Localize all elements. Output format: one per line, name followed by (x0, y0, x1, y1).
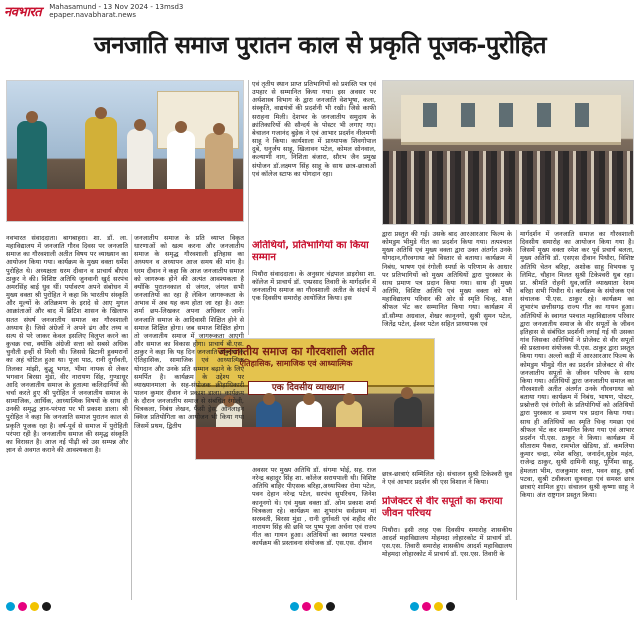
masthead (0, 0, 640, 22)
dot-black (326, 602, 335, 611)
subheading-honor: अतिथियों, प्रतिभागियों का किया सम्मान (252, 240, 369, 263)
photo-group-students (382, 80, 634, 225)
edition-meta (49, 3, 183, 19)
photo-lecturers-stage (6, 80, 244, 222)
dot-yellow (434, 602, 443, 611)
article-col1: नवभारत संवाददाता। बागबाहरा। शा. डॉ. ला. महाविद्यालय में जनजाति गौरव दिवस पर जनजाति समाज का गौरवशाली अतीत विषय पर व्याख्यान का आयोजन किया गया। कार्यक्रम के मुख्य वक्ता धर्मेश पुरोहित थे। अध्यक्षता धरम दीवान व प्राचार्य बीएस ठाकुर ने की। विशिष्ट अतिथि जुनवानी खुर्द सरपंच अमरसिंह बाई धुव थीं। पर्यावरण अपने संबोधन में मुख्य वक्ता श्री पुरोहित ने कहा कि भारतीय संस्कृति और मूल्यों के अतिक्रमण के इरादे से आए मुगल आक्रांताओं और बाद में ब्रिटिश शासन के खिलाफ सतत संघर्ष जनजातीय समाज का गौरवशाली अध्याय है। जिसे अंग्रेजों ने अपने ढंग और तथ्य व सत्य से परे जाकर केवल इसलिए विलुप्त करने का कुचक्र रचा, क्योंकि अंग्रेजी सत्ता को सबसे अधिक चुनौती इन्हीं से मिली थी। जिससे ब्रिटानी हुक्मरानों का अहं चोटिल हुआ था। पूजा पाठ, रानी दुर्गावती, तिलका मांझी, बुद्धू भगत, भीमा नायक से लेकर भगवान बिरसा मुंडा, वीर नारायण सिंह, गुण्डाधूर आदि जनजातीय समाज के हुतात्मा कलिदानियों की चर्चा करते हुए श्री पुरोहित ने जनजातीय समाज के सामाजिक, आर्थिक, आध्यात्मिक विषयों के साथ ही उनकी समृद्ध ज्ञान-परंपरा पर भी प्रकाश डाला। श्री पुरोहित ने कहा कि जनजाति समाज पुरातन काल से प्रकृति पूजक रहा है। वर्ष-पूर्व से समाज में पुरोहिती परंपरा रही है। जनजातीय समाज की समृद्ध संस्कृति का विरासत है। आज नई पीढ़ी को उस सम्पन्न और ज्ञान से अवगत कराने की आवश्यकता है। (6, 234, 128, 455)
headline: जनजाति समाज पुरातन काल से प्रकृति पूजक-पुरोहित (93, 31, 547, 59)
epaper-url[interactable]: epaper.navabharat.news (49, 11, 137, 19)
dot-yellow (30, 602, 39, 611)
subheading-projector: प्रोजेक्टर से वीर सपूतों का कराया जीवन परिचय (382, 496, 503, 519)
article-col4-bottom: छात्र-छात्राएं सम्मिलित रहे। संचालन सुश्री टिकेश्वरी धुव ने एवं आभार प्रदर्शन श्री एस विशाल ने किया। (382, 470, 512, 487)
banner-title: जनजातीय समाज का गौरवशाली अतीत ऐतिहासिक, सामाजिक एवं आध्यात्मिक (217, 345, 375, 368)
article-col5: मार्गदर्शन में जनजाति समाज का गौरवशाली दिवसीय समारोह का आयोजन किया गया है। जिसमें मुख्य वक्ता रमेश कर पूर्व प्रचार्य बलता, मुख्य अतिथि डॉ. एसएस दीवान पिथौरा, विशिष्ट अतिथि चेतन बरिहा, अशोक साहू विभयक पू लिमिट, चौहान मिलत सुश्री टिकेश्वरी धुब रहा। प्रा. श्रीमति रोहनी धुव,जांति व्याख्याता रेशम बरिहा सभी पिथौरा थे। कार्यक्रम के संयोजक एवं संचालक पी.एस. ठाकुर रहे। कार्यक्रम का शुभारंभ छत्तीसगढ़ राज्य गीत का गायन हुआ। अतिथियों के स्वागत पश्चात महाविद्यालय परिवार द्वारा जनजातीय समाज के वीर सपूतों के जीवन इतिहास से संबंधित प्रदर्शनी लगाई गई थी उसका गांव जिसका अतिथियों ने प्रोजेक्ट से वीर सपूतों की प्रस्तावना संयोजक पी.एस. ठाकुर द्वारा प्रस्तुत किया गया। अल्लो कड़ी में आरआरआर फिल्म के कोमडुम भीमुडे गीत का प्रदर्शन प्रोजेक्टर से वीर जनजातीय सपूतों के जीवन परिचय के साथ किया गया। अतिथियों द्वारा जनजातीय समाज का गौरवशाली अतीत अंतर्गत उनके गौरवगाथा को बताया गया। कार्यक्रम में निबंध, भाषण, पोस्टर, प्रश्नोत्तरी एवं रंगोली के प्रतियोगियों को अतिथियों द्वारा पुरस्कार व प्रमाण पत्र प्रदान किया गया। साथ ही अतिथियों का स्मृति चिन्ह गमछा एवं श्रीफल भेंट कर सम्मानित किया गया एवं आभार प्रदर्शन पी.एस. ठाकुर ने किया। कार्यक्रम में सीताराम पैकरा, रामभोल खेडिया, डॉ. कमलिया कुमार चन्द्रा, रमेश बरिहा, जनार्दन,सुदेव महंत, राजेन्द्र ठाकुर, सुश्री दामिनी साहू, पूर्णिमा साहू, हेमलता भीम, राजकुमार सत्ता, पवन साहू, हर्षा पटवा, सुश्री टवीकला सुत्रवाहा एवं समस्त छात्र छात्राएं शामिल हुए। संचालन सुश्री कृष्णा साहू ने किया। अंत राष्ट्रगान प्रस्तुत किया। (520, 230, 634, 499)
dot-cyan (6, 602, 15, 611)
dot-magenta (18, 602, 27, 611)
dot-cyan (410, 602, 419, 611)
dot-cyan (290, 602, 299, 611)
dot-black (42, 602, 51, 611)
registration-dots-left (6, 602, 51, 611)
article-col4-c: पिथौरा। इसी तरह एक दिवसीय समारोह शासकीय आदर्श महाविद्यालय मोहमदा लोहारकोट में प्राचार्य डॉ. एस.एस. तिवारी समारोह शासकीय आदर्श महाविद्यालय मोहमदा लोहारकोट में प्राचार्य डॉ. एस.एस. तिवारी के (382, 526, 512, 559)
article-col3-top: एवं तृतीय स्थान प्राप्त प्रतिभागियों को प्रशस्ति पत्र एवं उपहार से सम्मानित किया गया। इस अवसर पर अर्थशास्त्र विभाग के द्वारा जनजाति वेशभूषा, कला, संस्कृति, वाद्ययंत्रों की प्रदर्शनी भी रखी। जिसे काफी सराहना मिली। देशभर के जनजातीय समुदाय के क्रांतिकारियों की सौन्दर्य के पोस्टर भी लगाए गए। बेचालन गजानंद बुड़ेक ने एवं आभार प्रदर्शन नीलमणी साहू ने किया। कार्यशाला में प्राध्यापक शिवगोपाल दुबे, धनुर्जय साहू, खिलावन पटेल, कोमल सोनवाल, कल्याणी नाग, निशिता बंजारा, सौरभ जैन प्रमुख संयोजन डॉ.लक्ष्मण सिंह साहू के साथ छात्र-छात्राओं एवं कॉलेज स्टाफ का योगदान रहा। (252, 80, 376, 178)
dot-magenta (302, 602, 311, 611)
registration-dots-right (410, 602, 455, 611)
newspaper-logo: नवभारत (4, 5, 42, 20)
article-col2-bottom: अवसर पर मुख्य अतिथि डॉ. संगमा भोई, सह. राज नरेन्द्र बहादुर सिंह शा. कॉलेज सरायपाली थी। विशिष्ट अतिथि बाहिर पीएसक बरिहा,अध्यापिका रोमा पटेल, पवन देहान नरेन्द्र पटेल, सरपंच सुपरिचय, जिनेश कानूनगो थे। एवं मुख्य वक्ता डॉ. ओम प्रकाश शर्मा चित्रकला रहे। कार्यक्रम का शुभारंभ सर्वप्रथम मां सरस्वती, बिरसा मुंडा , रानी दुर्गावती एवं शहीद वीर नारायण सिंह की छवि पर पुष्प पूजा अर्चना एवं राज्य गीत का गायन हुआ। अतिथियों का स्वागत पश्चात कार्यक्रम की प्रस्तावना संयोजक डॉ. एस.एस. दीवान (252, 466, 376, 548)
article-col3-mid: पिथौरा संवाददाता। के अनुसार चंद्रपाल डाइरोसा शा. कॉलेज में प्राचार्य डॉ. एम्प्रसाद तिवारी के मार्गदर्शन में जनजातीय समाज का गौरवशाली अतीत के संदर्भ में एक दिवसीय समारोह आयोजित किया। इस (252, 270, 376, 303)
dot-black (446, 602, 455, 611)
banner-subtitle: एक दिवसीय व्याख्यान (248, 381, 368, 395)
dot-magenta (422, 602, 431, 611)
article-col2: जनजातीय समाज के प्रति व्याप्त विकृत धारणाओं को खत्म करना और जनजातीय समाज के समृद्ध गौरवशाली इतिहास का अध्ययन व अध्यापन आज समय की मांग है। धरम दीवान ने कहा कि आज जनजातीय समाज को जागरूक होने की अत्यंत आवश्यकता है क्योंकि पुरातनकाल से जंगल, जंगल सभी जनजातियों का रहा है लेकिन जागरूकता के अभाव में अब यह कम होता जा रहा है। अतः शर्मा छप-लिखकर अपना अधिकार जानें। जनजाति समाज के आदिवासी शिक्षित होने से समाज शिक्षित होगा। जब समाज शिक्षित होगा तो जनजातीय समाज में जागरूकता आएगी और समाज का विकास होगा। प्राचार्य बी.एस. ठाकुर ने कहा कि यह दिन जनजाति समुदाय के ऐतिहासिक, सामाजिक एवं आध्यात्मिक योगदान और उनके प्रति सम्मान बढ़ाने के लिए समर्पित है। कार्यक्रम के उद्देश्य पर व्याख्यानमाला के सह-संयोजक क्रीड़ाधिकारी पालन कुमार दीवान ने प्रकाश डाला। कार्यक्रम के दौरान जनजातीय समाज से संबंधित रंगोली, चित्रकला, निबंध लेखन, फैंसी ड्रेस, ऑनलाइन क्विज प्रतियोगिता का आयोजन भी किया गया जिसमें प्रथम, द्वितीय (134, 234, 244, 430)
edition-date: Mahasamund - 13 Nov 2024 - 13msd3 (49, 2, 184, 11)
article-col4: द्वारा प्रस्तुत की गई। उसके बाद आरआरआर फिल्म के कोमडुम भीमुडे गीत का प्रदर्शन किया गया। तत्पश्चात मुख्य अतिथि एवं मुख्य वक्ता द्वारा उक्त अंतर्गत उनके योगदान,गौरवगाथा को विस्तार से बताया। कार्यक्रम में निबंध, भाषण एवं रंगोली स्पर्धा के परिणाम के आधार पर प्रतिभागियों को मुख्य अतिथियों द्वारा पुरस्कार के साथ प्रमाण पत्र प्रदान किया गया। साथ ही मुख्य अतिथि, विशिष्ट अतिथि एवं मुख्य वक्ता को भी महाविद्यालय परिवार की ओर से स्मृति चिन्ह, शाल श्रीफल भेंट कर सम्मानित किया गया। कार्यक्रम में डॉ.सौम्या अग्रवाल, शेखर कानूनगो, सुश्री सुमन पटेल, जितेंद्र पटेल, ईश्वर पटेल सहित प्राध्यापक एवं (382, 230, 512, 328)
dot-yellow (314, 602, 323, 611)
registration-dots-center (290, 602, 335, 611)
